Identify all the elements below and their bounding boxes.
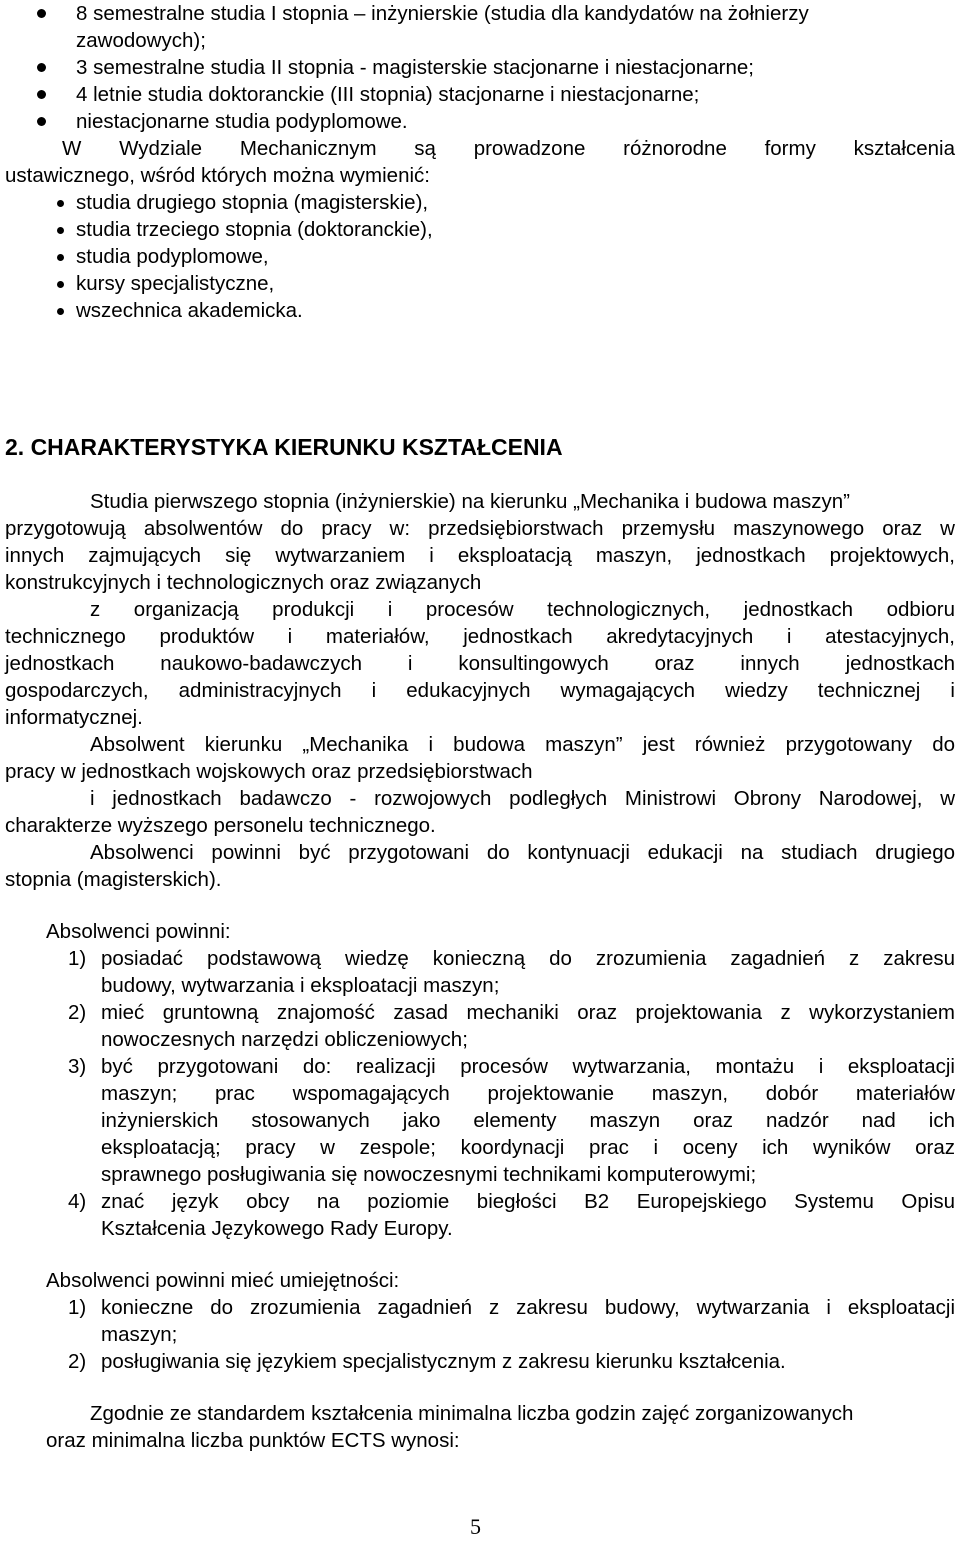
knowledge-item-number: 4) [68,1190,87,1213]
para2-line: gospodarczych, administracyjnych i edukacyjnych wymagających wiedzy technicznej i [5,679,955,702]
page-number: 5 [470,1514,481,1539]
para3-line: i jednostkach badawczo - rozwojowych podległych Ministrowi Obrony Narodowej, w [90,787,955,810]
skills-item-line: konieczne do zrozumienia zagadnień z zakresu budowy, wytwarzania i eksploatacji [101,1296,955,1319]
forms-list-item: wszechnica akademicka. [76,299,303,322]
skills-item-number: 2) [68,1350,87,1373]
para2-line: informatycznej. [5,706,143,729]
para2-line: z organizacją produkcji i procesów technologicznych, jednostkach odbioru [90,598,955,621]
para2-line: technicznego produktów i materiałów, jednostkach akredytacyjnych i atestacyjnych, [5,625,955,648]
intro-bullet-item: 4 letnie studia doktoranckie (III stopnia) stacjonarne i niestacjonarne; [76,83,700,106]
knowledge-item-line: inżynierskich stosowanych jako elementy maszyn oraz nadzór nad ich [101,1109,955,1132]
forms-list-item: studia drugiego stopnia (magisterskie), [76,191,429,214]
para2-line: innych zajmujących się wytwarzaniem i eksploatacją maszyn, jednostkach projektowych, [5,544,955,567]
forms-list-item: studia podyplomowe, [76,245,269,268]
para3-line: charakterze wyższego personelu technicznego. [5,814,436,837]
forms-list-item: studia trzeciego stopnia (doktoranckie), [76,218,433,241]
para2-line: jednostkach naukowo-badawczych i konsultingowych oraz innych jednostkach [5,652,955,675]
intro-bullet-item: niestacjonarne studia podyplomowe. [76,110,408,133]
intro-bullet-item: 8 semestralne studia I stopnia – inżynierskie (studia dla kandydatów na żołnierzy [76,2,809,25]
para2-line: konstrukcyjnych i technologicznych oraz związanych [5,571,482,594]
knowledge-intro: Absolwenci powinni: [46,920,231,943]
para5-line: Zgodnie ze standardem kształcenia minimalna liczba godzin zajęć zorganizowanych [90,1402,854,1425]
para2-line: Studia pierwszego stopnia (inżynierskie) na kierunku „Mechanika i budowa maszyn” [90,490,851,513]
knowledge-item-line: nowoczesnych narzędzi obliczeniowych; [101,1028,468,1051]
intro-bullet-continuation: zawodowych); [76,29,206,52]
para4-line: Absolwenci powinni być przygotowani do kontynuacji edukacji na studiach drugiego [90,841,955,864]
knowledge-item-line: być przygotowani do: realizacji procesów wytwarzania, montażu i eksploatacji [101,1055,955,1078]
para3-line: Absolwent kierunku „Mechanika i budowa maszyn” jest również przygotowany do [90,733,955,756]
knowledge-item-line: maszyn; prac wspomagających projektowanie maszyn, dobór materiałów [101,1082,955,1105]
para1-line: ustawicznego, wśród których można wymienić: [5,164,430,187]
section-heading: 2. CHARAKTERYSTYKA KIERUNKU KSZTAŁCENIA [5,434,563,460]
knowledge-item-line: mieć gruntowną znajomość zasad mechaniki oraz projektowania z wykorzystaniem [101,1001,955,1024]
para5-line: oraz minimalna liczba punktów ECTS wynosi: [46,1429,460,1452]
knowledge-item-number: 1) [68,947,87,970]
knowledge-item-line: eksploatacją; pracy w zespole; koordynacji prac i oceny ich wyników oraz [101,1136,955,1159]
knowledge-item-line: posiadać podstawową wiedzę konieczną do zrozumienia zagadnień z zakresu [101,947,955,970]
intro-bullet-item: 3 semestralne studia II stopnia - magisterskie stacjonarne i niestacjonarne; [76,56,754,79]
knowledge-item-line: znać język obcy na poziomie biegłości B2 Europejskiego Systemu Opisu [101,1190,955,1213]
skills-intro: Absolwenci powinni mieć umiejętności: [46,1269,400,1292]
skills-item-line: maszyn; [101,1323,178,1346]
forms-list-item: kursy specjalistyczne, [76,272,275,295]
para1-line: W Wydziale Mechanicznym są prowadzone różnorodne formy kształcenia [62,137,955,160]
knowledge-item-number: 3) [68,1055,87,1078]
knowledge-item-line: sprawnego posługiwania się nowoczesnymi technikami komputerowymi; [101,1163,757,1186]
knowledge-item-number: 2) [68,1001,87,1024]
knowledge-item-line: budowy, wytwarzania i eksploatacji maszyn; [101,974,500,997]
para2-line: przygotowują absolwentów do pracy w: przedsiębiorstwach przemysłu maszynowego oraz w [5,517,955,540]
skills-item-number: 1) [68,1296,87,1319]
skills-item-line: posługiwania się językiem specjalistycznym z zakresu kierunku kształcenia. [101,1350,786,1373]
knowledge-item-line: Kształcenia Językowego Rady Europy. [101,1217,453,1240]
para4-line: stopnia (magisterskich). [5,868,222,891]
para3-line: pracy w jednostkach wojskowych oraz przedsiębiorstwach [5,760,533,783]
